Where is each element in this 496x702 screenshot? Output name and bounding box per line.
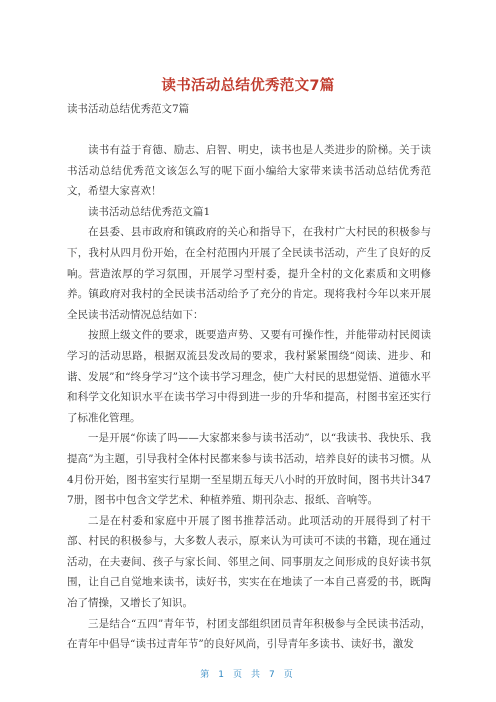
paragraph-intro: 读书有益于育德、励志、启智、明史，读书也是人类进步的阶梯。关于读书活动总结优秀范文该怎么写的呢下面小编给大家带来读书活动总结优秀范文，希望大家喜欢！ xyxy=(67,144,431,198)
footer-page-unit: 页 xyxy=(232,670,245,680)
paragraph: 一是开展“你读了吗——大家都来参与读书活动”，以“我读书、我快乐、我提高”为主题，引导我村全体村民都来参与读书活动，培养良好的读书习惯。从4月份开始，图书室实行星期一至星期五每天八小时的开放时间，图书共计3477册，图书中包含文学艺术、种植养殖、期刊杂志、报纸、音响等。 xyxy=(67,432,431,507)
footer-total-unit: 页 xyxy=(283,670,296,680)
paragraph: 二是在村委和家庭中开展了图书推荐活动。此项活动的开展得到了村干部、村民的积极参与，大多数人表示，原来认为可读可不读的书籍，现在通过活动，在夫妻间、孩子与家长间、邻里之间、同事朋友之间形成的良好读书氛围，让自己自觉地来读书，读好书，实实在在地读了一本自己喜爱的书，既陶冶了情操，又增长了知识。 xyxy=(67,514,431,610)
document-title: 读书活动总结优秀范文7篇 xyxy=(161,78,335,94)
paragraph: 在县委、县市政府和镇政府的关心和指导下，在我村广大村民的积极参与下，我村从四月份开始，在全村范围内开展了全民读书活动，产生了良好的反响。营造浓厚的学习氛围，开展学习型村委，提升全村的文化素质和文明修养。镇政府对我村的全民读书活动给予了充分的肯定。现将我村今年以来开展全民读书活动情况总结如下： xyxy=(67,226,431,321)
footer-page-number: 1 xyxy=(218,670,227,680)
page-footer xyxy=(0,667,496,680)
section-heading: 读书活动总结优秀范文篇1 xyxy=(88,205,211,218)
paragraph: 按照上级文件的要求，既要造声势、又要有可操作性，并能带动村民阅读学习的活动思路，根据双流县发改局的要求，我村紧紧围绕“阅读、进步、和谐、发展”和“终身学习”这个读书学习理念，使广大村民的思想觉悟、道德水平和科学文化知识水平在读书学习中得到进一步的升华和提高，村图书室还实行了标准化管理。 xyxy=(67,329,431,424)
document-body xyxy=(67,140,431,655)
footer-total-label: 共 xyxy=(251,670,264,680)
document-subtitle: 读书活动总结优秀范文7篇 xyxy=(67,103,190,115)
paragraph: 三是结合“五四”青年节，村团支部组织团员青年积极参与全民读书活动，在青年中倡导“读书过青年节”的良好风尚，引导青年多读书、读好书，激发 xyxy=(67,617,431,651)
footer-total-number: 7 xyxy=(269,670,278,680)
footer-page-label: 第 xyxy=(200,670,213,680)
